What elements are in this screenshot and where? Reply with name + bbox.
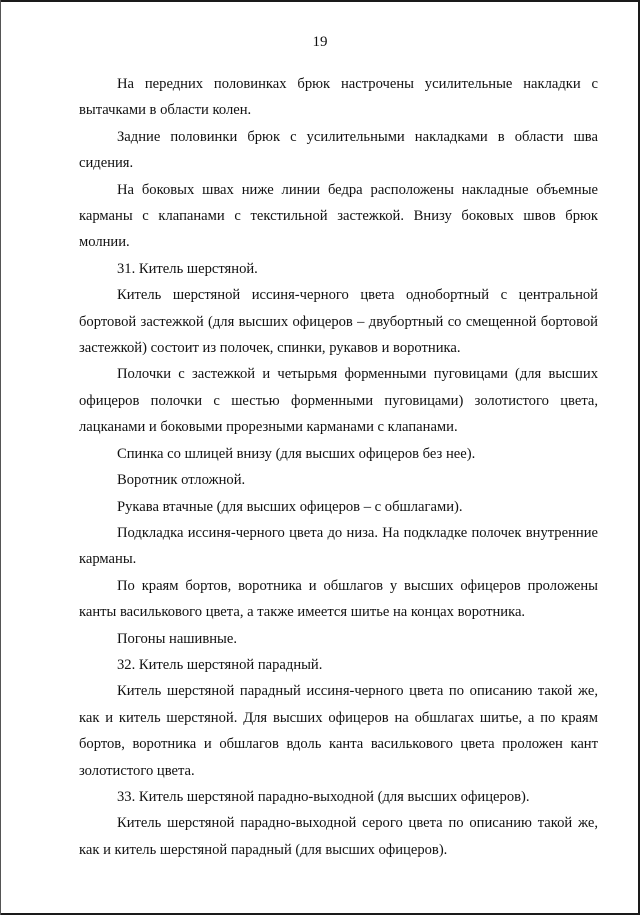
document-body [79,71,598,863]
section-heading: 33. Китель шерстяной парадно-выходной (для высших офицеров). [117,788,530,805]
paragraph: Полочки с застежкой и четырьмя форменными пуговицами (для высших офицеров полочки с шестью форменными пуговицами) золотистого цвета, лацканами и боковыми прорезными карманами с клапанами. [79,366,598,436]
paragraph: Задние половинки брюк с усилительными накладками в области шва сидения. [79,128,598,172]
paragraph: Китель шерстяной иссиня-черного цвета однобортный с центральной бортовой застежкой (для высших офицеров – двубортный со смещенной бортовой застежкой) состоит из полочек, спинки, рукавов и воротника. [79,287,598,357]
paragraph: Спинка со шлицей внизу (для высших офицеров без нее). [117,445,476,462]
scan-border-left [0,0,1,915]
scan-border-top [0,0,640,2]
paragraph: На боковых швах ниже линии бедра расположены накладные объемные карманы с клапанами с текстильной застежкой. Внизу боковых швов брюк молнии. [79,181,598,251]
paragraph: Воротник отложной. [117,472,246,489]
page-number: 19 [312,34,328,50]
paragraph: На передних половинках брюк настрочены усилительные накладки с вытачками в области колен. [79,76,598,119]
paragraph: Подкладка иссиня-черного цвета до низа. На подкладке полочек внутренние карманы. [79,524,598,568]
section-heading: 31. Китель шерстяной. [117,260,258,277]
paragraph: Китель шерстяной парадный иссиня-черного цвета по описанию такой же, как и китель шерстяной. Для высших офицеров на обшлагах шитье, а по краям бортов, воротника и обшлагов вдоль канта василькового цвета проложен кант золотистого цвета. [79,683,598,779]
section-heading: 32. Китель шерстяной парадный. [117,656,323,673]
paragraph: По краям бортов, воротника и обшлагов у высших офицеров проложены канты василькового цвета, а также имеется шитье на концах воротника. [79,577,598,621]
paragraph: Рукава втачные (для высших офицеров – с обшлагами). [117,498,463,515]
paragraph: Китель шерстяной парадно-выходной серого цвета по описанию такой же, как и китель шерстяной парадный (для высших офицеров). [79,815,598,858]
paragraph: Погоны нашивные. [117,630,237,647]
